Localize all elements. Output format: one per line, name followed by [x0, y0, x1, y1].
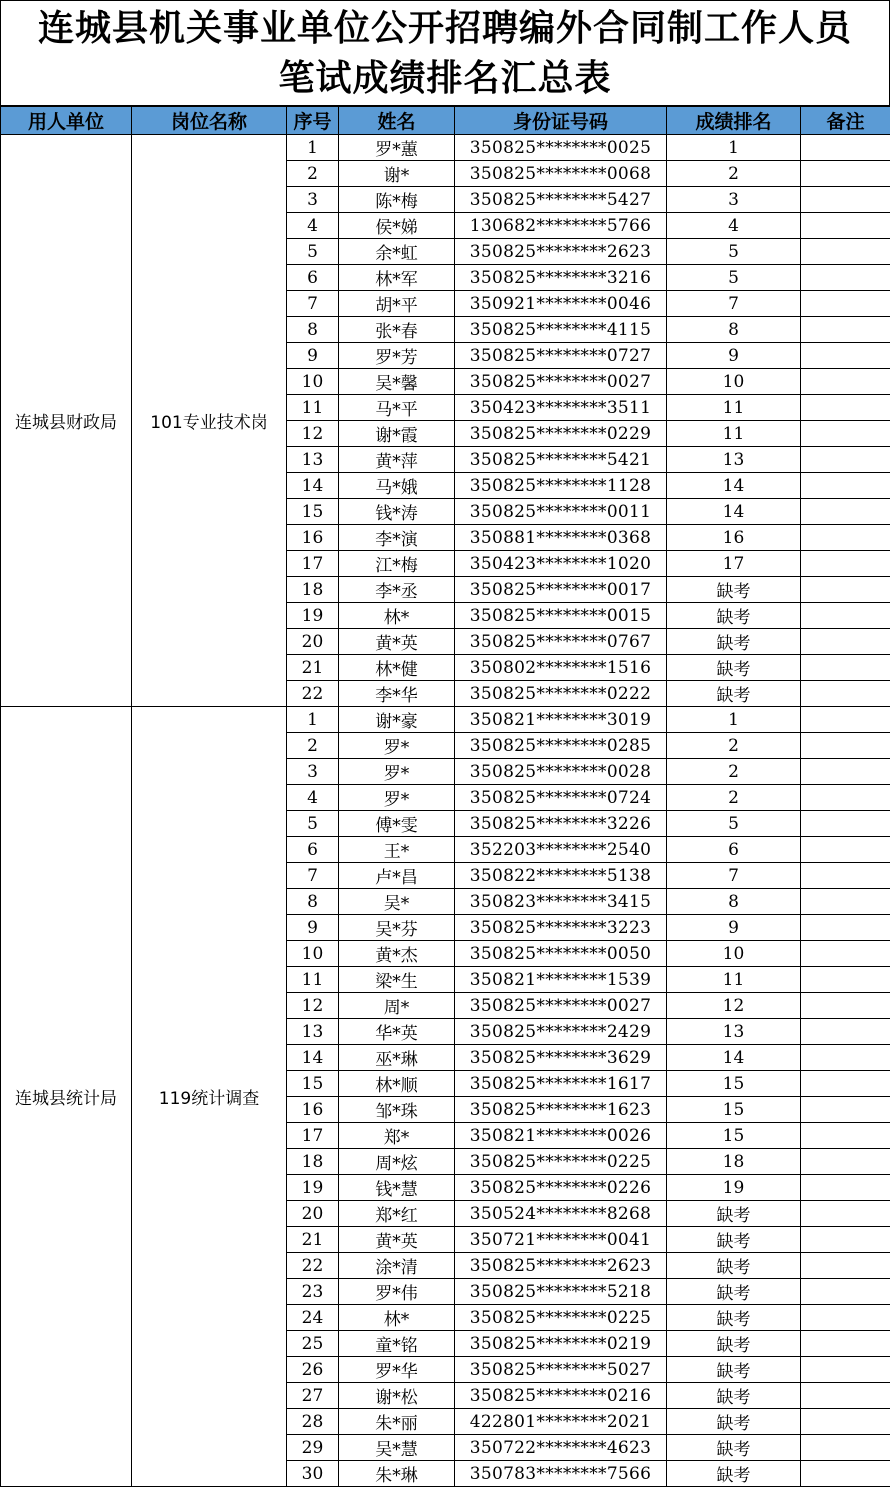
title-line-1: 连城县机关事业单位公开招聘编外合同制工作人员: [37, 7, 852, 49]
name-cell: 李*丞: [339, 577, 455, 603]
seq-cell: 5: [287, 239, 339, 265]
id-cell: 350921********0046: [455, 291, 667, 317]
id-cell: 350825********2623: [455, 239, 667, 265]
header-rank: 成绩排名: [667, 107, 801, 135]
remark-cell: [801, 1175, 890, 1201]
id-cell: 350825********0285: [455, 733, 667, 759]
id-cell: 350821********0026: [455, 1123, 667, 1149]
rank-cell: 缺考: [667, 1357, 801, 1383]
rank-cell: 缺考: [667, 681, 801, 707]
remark-cell: [801, 967, 890, 993]
header-seq: 序号: [287, 107, 339, 135]
id-cell: 350825********0226: [455, 1175, 667, 1201]
remark-cell: [801, 733, 890, 759]
seq-cell: 12: [287, 421, 339, 447]
remark-cell: [801, 1357, 890, 1383]
name-cell: 童*铭: [339, 1331, 455, 1357]
rank-cell: 缺考: [667, 1331, 801, 1357]
id-cell: 350802********1516: [455, 655, 667, 681]
seq-cell: 4: [287, 213, 339, 239]
rank-cell: 15: [667, 1123, 801, 1149]
id-cell: 350825********0767: [455, 629, 667, 655]
id-cell: 350825********4115: [455, 317, 667, 343]
id-cell: 350825********0027: [455, 369, 667, 395]
seq-cell: 5: [287, 811, 339, 837]
seq-cell: 11: [287, 395, 339, 421]
name-cell: 卢*昌: [339, 863, 455, 889]
seq-cell: 6: [287, 837, 339, 863]
title-line-2: 笔试成绩排名汇总表: [278, 57, 612, 99]
rank-cell: 19: [667, 1175, 801, 1201]
name-cell: 李*华: [339, 681, 455, 707]
seq-cell: 17: [287, 551, 339, 577]
id-cell: 350825********3216: [455, 265, 667, 291]
rank-cell: 5: [667, 239, 801, 265]
seq-cell: 14: [287, 1045, 339, 1071]
seq-cell: 14: [287, 473, 339, 499]
name-cell: 朱*琳: [339, 1461, 455, 1487]
rank-cell: 缺考: [667, 577, 801, 603]
remark-cell: [801, 1279, 890, 1305]
header-id: 身份证号码: [455, 107, 667, 135]
remark-cell: [801, 421, 890, 447]
rank-cell: 6: [667, 837, 801, 863]
name-cell: 林*军: [339, 265, 455, 291]
seq-cell: 8: [287, 889, 339, 915]
id-cell: 350825********2623: [455, 1253, 667, 1279]
remark-cell: [801, 863, 890, 889]
rank-cell: 1: [667, 707, 801, 733]
seq-cell: 20: [287, 629, 339, 655]
seq-cell: 18: [287, 1149, 339, 1175]
remark-cell: [801, 603, 890, 629]
id-cell: 350825********3629: [455, 1045, 667, 1071]
seq-cell: 16: [287, 1097, 339, 1123]
name-cell: 谢*霞: [339, 421, 455, 447]
id-cell: 350825********2429: [455, 1019, 667, 1045]
remark-cell: [801, 1461, 890, 1487]
name-cell: 罗*华: [339, 1357, 455, 1383]
remark-cell: [801, 1019, 890, 1045]
remark-cell: [801, 525, 890, 551]
id-cell: 350821********3019: [455, 707, 667, 733]
rank-cell: 2: [667, 733, 801, 759]
id-cell: 350823********3415: [455, 889, 667, 915]
name-cell: 余*虹: [339, 239, 455, 265]
rank-cell: 5: [667, 265, 801, 291]
position-cell: 119统计调查: [132, 707, 287, 1487]
rank-cell: 8: [667, 889, 801, 915]
seq-cell: 27: [287, 1383, 339, 1409]
remark-cell: [801, 1123, 890, 1149]
id-cell: 350825********0050: [455, 941, 667, 967]
seq-cell: 24: [287, 1305, 339, 1331]
remark-cell: [801, 187, 890, 213]
seq-cell: 9: [287, 915, 339, 941]
rank-cell: 缺考: [667, 1383, 801, 1409]
seq-cell: 20: [287, 1201, 339, 1227]
name-cell: 吴*馨: [339, 369, 455, 395]
id-cell: 350423********1020: [455, 551, 667, 577]
id-cell: 350825********5027: [455, 1357, 667, 1383]
seq-cell: 18: [287, 577, 339, 603]
name-cell: 朱*丽: [339, 1409, 455, 1435]
name-cell: 马*平: [339, 395, 455, 421]
id-cell: 350825********0225: [455, 1305, 667, 1331]
remark-cell: [801, 1071, 890, 1097]
unit-cell: 连城县财政局: [1, 135, 132, 707]
rank-cell: 17: [667, 551, 801, 577]
remark-cell: [801, 629, 890, 655]
seq-cell: 3: [287, 759, 339, 785]
name-cell: 林*顺: [339, 1071, 455, 1097]
name-cell: 谢*松: [339, 1383, 455, 1409]
name-cell: 黄*萍: [339, 447, 455, 473]
seq-cell: 4: [287, 785, 339, 811]
rank-cell: 7: [667, 291, 801, 317]
remark-cell: [801, 1383, 890, 1409]
remark-cell: [801, 1045, 890, 1071]
rank-cell: 4: [667, 213, 801, 239]
name-cell: 吴*慧: [339, 1435, 455, 1461]
remark-cell: [801, 239, 890, 265]
rank-cell: 2: [667, 161, 801, 187]
name-cell: 罗*蕙: [339, 135, 455, 161]
id-cell: 350825********1128: [455, 473, 667, 499]
seq-cell: 30: [287, 1461, 339, 1487]
name-cell: 谢*豪: [339, 707, 455, 733]
name-cell: 华*英: [339, 1019, 455, 1045]
name-cell: 周*炫: [339, 1149, 455, 1175]
remark-cell: [801, 1435, 890, 1461]
remark-cell: [801, 551, 890, 577]
seq-cell: 21: [287, 1227, 339, 1253]
id-cell: 350825********0225: [455, 1149, 667, 1175]
rank-cell: 14: [667, 499, 801, 525]
rank-cell: 缺考: [667, 629, 801, 655]
table-row: [1, 135, 890, 161]
remark-cell: [801, 369, 890, 395]
seq-cell: 9: [287, 343, 339, 369]
seq-cell: 11: [287, 967, 339, 993]
remark-cell: [801, 291, 890, 317]
remark-cell: [801, 135, 890, 161]
rank-cell: 14: [667, 1045, 801, 1071]
seq-cell: 15: [287, 499, 339, 525]
name-cell: 罗*: [339, 759, 455, 785]
id-cell: 350825********0727: [455, 343, 667, 369]
seq-cell: 19: [287, 1175, 339, 1201]
rank-cell: 5: [667, 811, 801, 837]
seq-cell: 13: [287, 1019, 339, 1045]
name-cell: 胡*平: [339, 291, 455, 317]
remark-cell: [801, 161, 890, 187]
remark-cell: [801, 473, 890, 499]
rank-cell: 16: [667, 525, 801, 551]
name-cell: 张*春: [339, 317, 455, 343]
seq-cell: 17: [287, 1123, 339, 1149]
rank-cell: 14: [667, 473, 801, 499]
rank-cell: 缺考: [667, 655, 801, 681]
id-cell: 352203********2540: [455, 837, 667, 863]
seq-cell: 3: [287, 187, 339, 213]
seq-cell: 10: [287, 369, 339, 395]
remark-cell: [801, 1227, 890, 1253]
header-position: 岗位名称: [132, 107, 287, 135]
name-cell: 林*: [339, 603, 455, 629]
remark-cell: [801, 1305, 890, 1331]
id-cell: 350825********5218: [455, 1279, 667, 1305]
seq-cell: 16: [287, 525, 339, 551]
name-cell: 王*: [339, 837, 455, 863]
rank-cell: 13: [667, 447, 801, 473]
rank-cell: 15: [667, 1097, 801, 1123]
rank-cell: 12: [667, 993, 801, 1019]
remark-cell: [801, 707, 890, 733]
seq-cell: 19: [287, 603, 339, 629]
name-cell: 周*: [339, 993, 455, 1019]
rank-cell: 9: [667, 915, 801, 941]
name-cell: 谢*: [339, 161, 455, 187]
rank-cell: 7: [667, 863, 801, 889]
rank-cell: 18: [667, 1149, 801, 1175]
id-cell: 350825********5421: [455, 447, 667, 473]
remark-cell: [801, 993, 890, 1019]
id-cell: 350721********0041: [455, 1227, 667, 1253]
remark-cell: [801, 343, 890, 369]
name-cell: 罗*: [339, 733, 455, 759]
remark-cell: [801, 941, 890, 967]
rank-cell: 缺考: [667, 1305, 801, 1331]
id-cell: 422801********2021: [455, 1409, 667, 1435]
name-cell: 巫*琳: [339, 1045, 455, 1071]
id-cell: 350423********3511: [455, 395, 667, 421]
remark-cell: [801, 213, 890, 239]
id-cell: 350825********0011: [455, 499, 667, 525]
remark-cell: [801, 395, 890, 421]
remark-cell: [801, 577, 890, 603]
id-cell: 350825********0068: [455, 161, 667, 187]
remark-cell: [801, 915, 890, 941]
seq-cell: 26: [287, 1357, 339, 1383]
remark-cell: [801, 837, 890, 863]
seq-cell: 21: [287, 655, 339, 681]
id-cell: 350825********1623: [455, 1097, 667, 1123]
rank-cell: 11: [667, 967, 801, 993]
id-cell: 350825********0025: [455, 135, 667, 161]
id-cell: 350825********3223: [455, 915, 667, 941]
rank-cell: 9: [667, 343, 801, 369]
name-cell: 涂*清: [339, 1253, 455, 1279]
rank-cell: 13: [667, 1019, 801, 1045]
name-cell: 罗*伟: [339, 1279, 455, 1305]
rank-cell: 缺考: [667, 603, 801, 629]
name-cell: 吴*芬: [339, 915, 455, 941]
name-cell: 黄*英: [339, 629, 455, 655]
id-cell: 350825********1617: [455, 1071, 667, 1097]
name-cell: 傅*雯: [339, 811, 455, 837]
header-unit: 用人单位: [1, 107, 132, 135]
seq-cell: 13: [287, 447, 339, 473]
rank-cell: 缺考: [667, 1435, 801, 1461]
seq-cell: 29: [287, 1435, 339, 1461]
name-cell: 吴*: [339, 889, 455, 915]
seq-cell: 22: [287, 1253, 339, 1279]
name-cell: 林*健: [339, 655, 455, 681]
id-cell: 350524********8268: [455, 1201, 667, 1227]
remark-cell: [801, 447, 890, 473]
seq-cell: 1: [287, 707, 339, 733]
rank-cell: 缺考: [667, 1201, 801, 1227]
id-cell: 350825********0027: [455, 993, 667, 1019]
id-cell: 350825********0015: [455, 603, 667, 629]
name-cell: 黄*杰: [339, 941, 455, 967]
name-cell: 郑*红: [339, 1201, 455, 1227]
remark-cell: [801, 317, 890, 343]
seq-cell: 22: [287, 681, 339, 707]
remark-cell: [801, 1409, 890, 1435]
seq-cell: 2: [287, 733, 339, 759]
seq-cell: 6: [287, 265, 339, 291]
id-cell: 350825********0216: [455, 1383, 667, 1409]
remark-cell: [801, 785, 890, 811]
rank-cell: 缺考: [667, 1461, 801, 1487]
rank-cell: 缺考: [667, 1227, 801, 1253]
name-cell: 江*梅: [339, 551, 455, 577]
rank-cell: 2: [667, 785, 801, 811]
name-cell: 侯*娣: [339, 213, 455, 239]
remark-cell: [801, 1201, 890, 1227]
seq-cell: 7: [287, 863, 339, 889]
remark-cell: [801, 655, 890, 681]
seq-cell: 10: [287, 941, 339, 967]
seq-cell: 2: [287, 161, 339, 187]
name-cell: 梁*生: [339, 967, 455, 993]
remark-cell: [801, 1097, 890, 1123]
rank-cell: 2: [667, 759, 801, 785]
name-cell: 黄*英: [339, 1227, 455, 1253]
remark-cell: [801, 889, 890, 915]
unit-cell: 连城县统计局: [1, 707, 132, 1487]
rank-cell: 10: [667, 941, 801, 967]
remark-cell: [801, 499, 890, 525]
seq-cell: 25: [287, 1331, 339, 1357]
seq-cell: 15: [287, 1071, 339, 1097]
remark-cell: [801, 759, 890, 785]
name-cell: 邹*珠: [339, 1097, 455, 1123]
name-cell: 钱*涛: [339, 499, 455, 525]
table-body: [1, 135, 890, 1487]
name-cell: 郑*: [339, 1123, 455, 1149]
remark-cell: [801, 265, 890, 291]
id-cell: 350722********4623: [455, 1435, 667, 1461]
id-cell: 350783********7566: [455, 1461, 667, 1487]
name-cell: 林*: [339, 1305, 455, 1331]
id-cell: 350825********0222: [455, 681, 667, 707]
id-cell: 350825********0017: [455, 577, 667, 603]
name-cell: 陈*梅: [339, 187, 455, 213]
seq-cell: 28: [287, 1409, 339, 1435]
remark-cell: [801, 811, 890, 837]
id-cell: 350825********3226: [455, 811, 667, 837]
name-cell: 钱*慧: [339, 1175, 455, 1201]
rank-cell: 8: [667, 317, 801, 343]
id-cell: 350825********0028: [455, 759, 667, 785]
seq-cell: 23: [287, 1279, 339, 1305]
seq-cell: 12: [287, 993, 339, 1019]
rank-cell: 15: [667, 1071, 801, 1097]
seq-cell: 7: [287, 291, 339, 317]
name-cell: 罗*: [339, 785, 455, 811]
id-cell: 350881********0368: [455, 525, 667, 551]
remark-cell: [801, 1149, 890, 1175]
rank-cell: 1: [667, 135, 801, 161]
header-remark: 备注: [801, 107, 890, 135]
remark-cell: [801, 1331, 890, 1357]
table-row: [1, 707, 890, 733]
id-cell: 350825********5427: [455, 187, 667, 213]
id-cell: 350821********1539: [455, 967, 667, 993]
id-cell: 350822********5138: [455, 863, 667, 889]
rank-cell: 缺考: [667, 1279, 801, 1305]
rank-cell: 11: [667, 421, 801, 447]
header-name: 姓名: [339, 107, 455, 135]
name-cell: 罗*芳: [339, 343, 455, 369]
remark-cell: [801, 1253, 890, 1279]
id-cell: 350825********0229: [455, 421, 667, 447]
rank-cell: 3: [667, 187, 801, 213]
remark-cell: [801, 681, 890, 707]
score-table: [0, 106, 890, 1487]
seq-cell: 1: [287, 135, 339, 161]
rank-cell: 缺考: [667, 1253, 801, 1279]
name-cell: 马*娥: [339, 473, 455, 499]
position-cell: 101专业技术岗: [132, 135, 287, 707]
id-cell: 350825********0219: [455, 1331, 667, 1357]
id-cell: 130682********5766: [455, 213, 667, 239]
id-cell: 350825********0724: [455, 785, 667, 811]
rank-cell: 11: [667, 395, 801, 421]
rank-cell: 10: [667, 369, 801, 395]
seq-cell: 8: [287, 317, 339, 343]
page-title: [0, 0, 890, 106]
rank-cell: 缺考: [667, 1409, 801, 1435]
name-cell: 李*演: [339, 525, 455, 551]
header-row: [1, 107, 890, 135]
